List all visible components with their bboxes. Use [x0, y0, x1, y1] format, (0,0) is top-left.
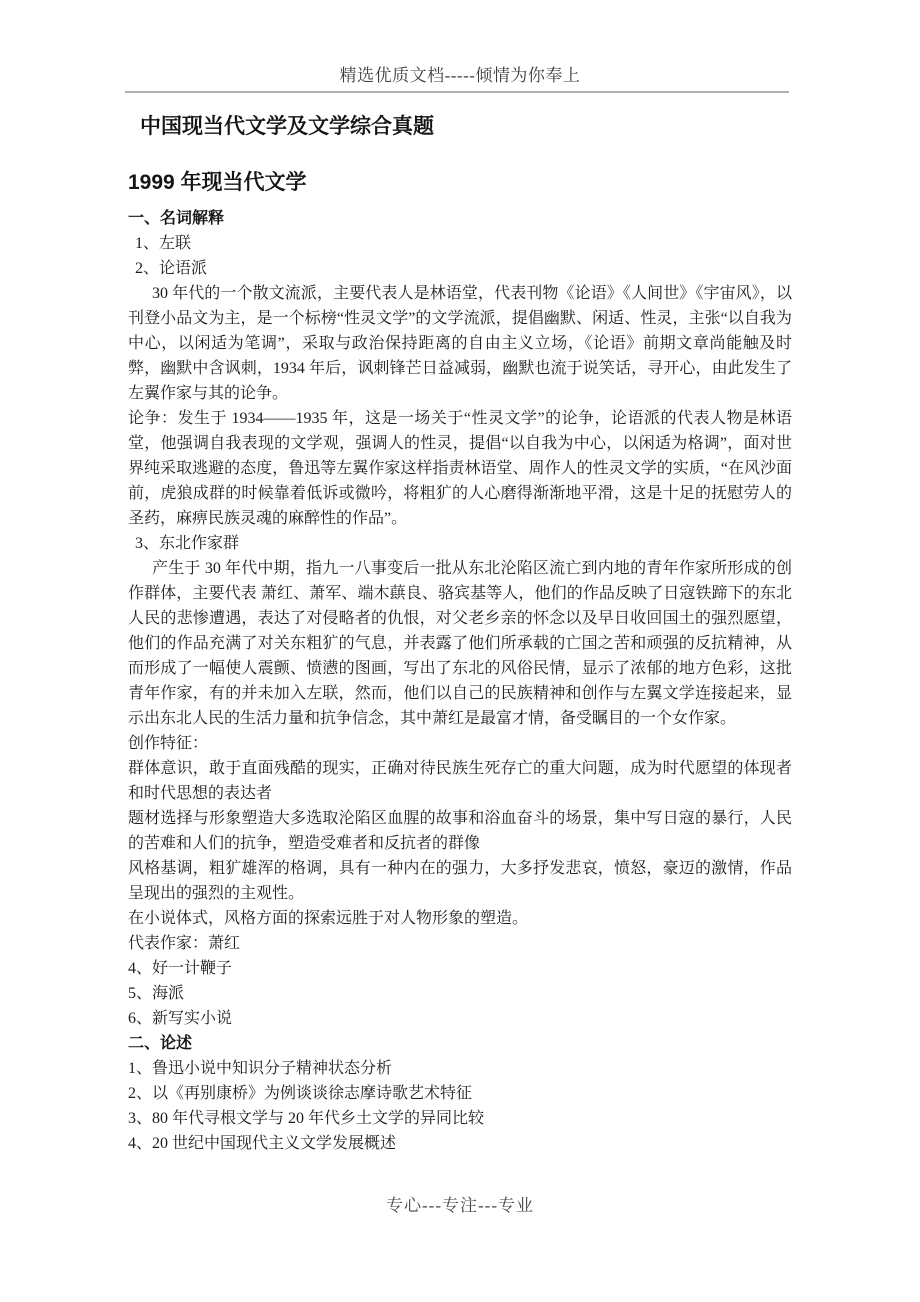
document-title: 中国现当代文学及文学综合真题 [140, 115, 434, 138]
paragraph: 30 年代的一个散文流派，主要代表人是林语堂，代表刊物《论语》《人间世》《宇宙风》，以刊登小品文为主，是一个标榜“性灵文学”的文学流派，提倡幽默、闲适、性灵，主张“以自我为中心，以闲适为笔调”，采取与政治保持距离的自由主义立场，《论语》前期文章尚能触及时弊，幽默中含讽刺，1934 年后，讽刺锋芒日益减弱，幽默也流于说笑话，寻开心，由此发生了左翼作家与其的论争。 [128, 285, 792, 402]
paragraph: 论争：发生于 1934——1935 年，这是一场关于“性灵文学”的论争，论语派的代表人物是林语堂，他强调自我表现的文学观，强调人的性灵，提倡“以自我为中心，以闲适为格调”，面对世界纯采取逃避的态度，鲁迅等左翼作家这样指责林语堂、周作人的性灵文学的实质，“在风沙面前，虎狼成群的时候靠着低诉或微吟，将粗犷的人心磨得渐渐地平滑，这是十足的抚慰劳人的圣药，麻痹民族灵魂的麻醉性的作品”。 [128, 410, 792, 527]
list-item: 2、以《再别康桥》为例谈谈徐志摩诗歌艺术特征 [128, 1085, 473, 1102]
list-item: 5、海派 [128, 985, 185, 1002]
list-item: 2、论语派 [135, 260, 208, 277]
paragraph: 群体意识，敢于直面残酷的现实，正确对待民族生死存亡的重大问题，成为时代愿望的体现者和时代思想的表达者 [128, 760, 792, 802]
document-body [128, 206, 792, 1156]
document-content [128, 112, 792, 1156]
list-item: 3、东北作家群 [135, 535, 240, 552]
section-heading: 二、论述 [128, 1035, 193, 1052]
list-item: 1、左联 [135, 235, 192, 252]
paragraph: 创作特征： [128, 735, 209, 752]
page-footer: 专心---专注---专业 [386, 1196, 534, 1215]
paragraph: 在小说体式，风格方面的探索远胜于对人物形象的塑造。 [128, 910, 529, 927]
list-item: 1、鲁迅小说中知识分子精神状态分析 [128, 1060, 393, 1077]
paragraph: 产生于 30 年代中期，指九一八事变后一批从东北沦陷区流亡到内地的青年作家所形成的创作群体，主要代表 萧红、萧军、端木蕻良、骆宾基等人，他们的作品反映了日寇铁蹄下的东北人民的悲惨遭遇，表达了对侵略者的仇恨，对父老乡亲的怀念以及早日收回国土的强烈愿望，他们的作品充满了对关东粗犷的气息，并表露了他们所承载的亡国之苦和顽强的反抗精神，从而形成了一幅使人震颤、愤懑的图画，写出了东北的风俗民情，显示了浓郁的地方色彩，这批青年作家，有的并未加入左联，然而，他们以自己的民族精神和创作与左翼文学连接起来，显示出东北人民的生活力量和抗争信念，其中萧红是最富才情，备受瞩目的一个女作家。 [128, 560, 792, 727]
paragraph: 代表作家：萧红 [128, 935, 241, 952]
section-heading: 一、名词解释 [128, 210, 225, 227]
paragraph: 题材选择与形象塑造大多选取沦陷区血腥的故事和浴血奋斗的场景，集中写日寇的暴行，人民的苦难和人们的抗争，塑造受难者和反抗者的群像 [128, 810, 792, 852]
page-header: 精选优质文档-----倾情为你奉上 [339, 66, 581, 85]
list-item: 3、80 年代寻根文学与 20 年代乡土文学的异同比较 [128, 1110, 485, 1127]
header-rule [125, 91, 789, 93]
list-item: 6、新写实小说 [128, 1010, 233, 1027]
paragraph: 风格基调，粗犷雄浑的格调，具有一种内在的强力，大多抒发悲哀，愤怒，豪迈的激情，作品呈现出的强烈的主观性。 [128, 860, 792, 902]
document-subtitle: 1999 年现当代文学 [128, 171, 307, 194]
list-item: 4、20 世纪中国现代主义文学发展概述 [128, 1135, 397, 1152]
list-item: 4、好一计鞭子 [128, 960, 233, 977]
